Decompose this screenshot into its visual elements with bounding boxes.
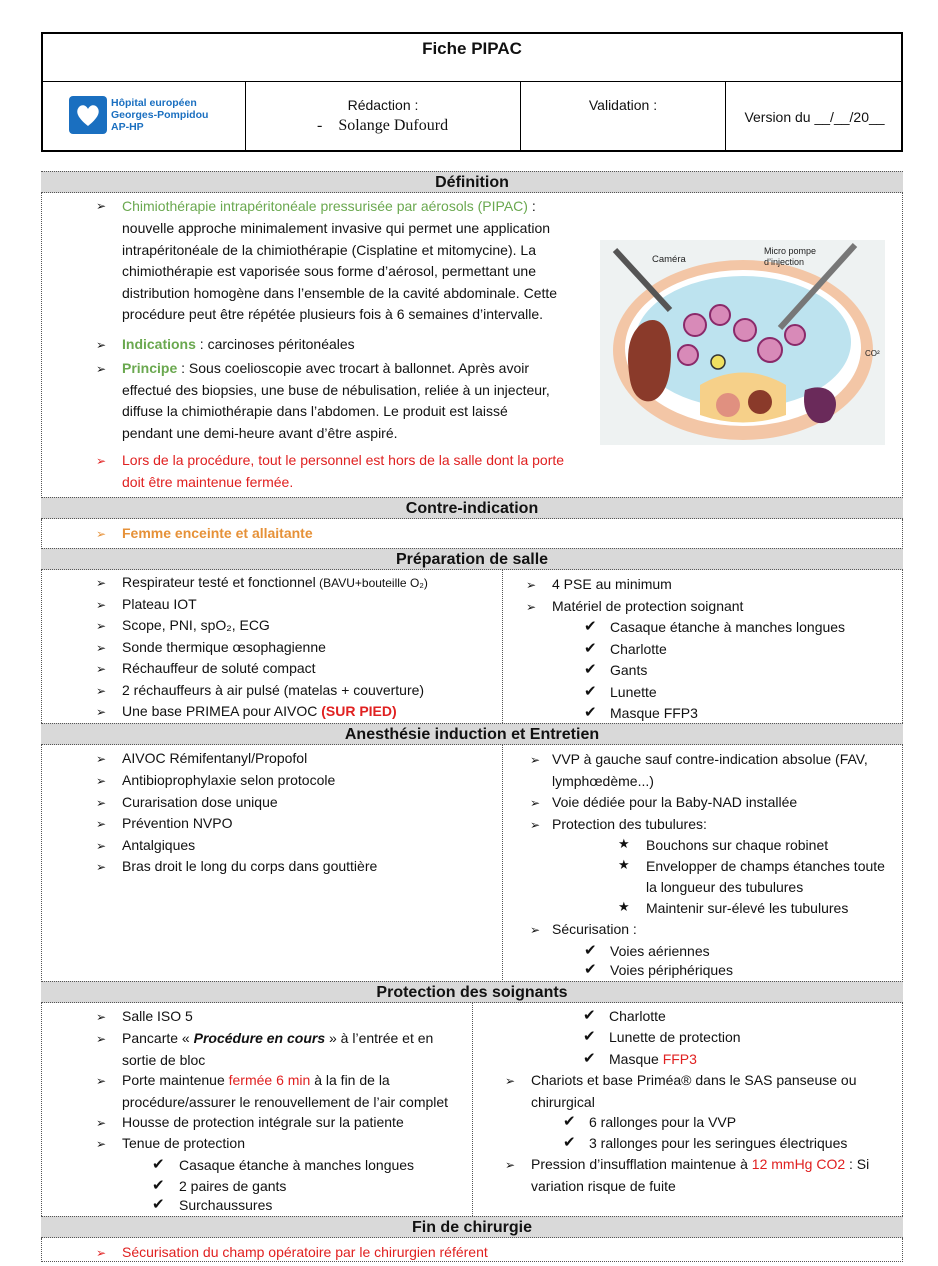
section-prep-title: Préparation de salle: [41, 548, 903, 570]
page-title: Fiche PIPAC: [43, 34, 901, 82]
validation-cell: [521, 81, 726, 152]
figure-label-camera: Caméra: [652, 254, 686, 265]
figure-label-pump-2: d’injection: [764, 257, 805, 267]
contre-item: Femme enceinte et allaitante: [122, 525, 313, 541]
def-line-1: nouvelle approche minimalement invasive qui permet une application: [122, 220, 551, 236]
warning-item: Lors de la procédure, tout le personnel est hors de la salle dont la porte doit être maintenue fermée.: [122, 452, 565, 490]
indications-item: Indications : carcinoses péritonéales: [122, 336, 355, 352]
section-contre-title: Contre-indication: [41, 497, 903, 519]
logo-line-1: Hôpital européen: [111, 97, 197, 109]
section-anes-title: Anesthésie induction et Entretien: [41, 723, 903, 745]
def-line-2: intrapéritonéale de la chimiothérapie (Cisplatine et mitomycine). La: [122, 241, 536, 258]
logo-line-2: Georges-Pompidou: [111, 109, 209, 121]
header-table: [41, 32, 903, 152]
section-prot-title: Protection des soignants: [41, 981, 903, 1003]
hospital-logo: [43, 81, 246, 152]
figure-label-pump-1: Micro pompe: [764, 246, 817, 256]
fin-item: Sécurisation du champ opératoire par le chirurgien référent: [122, 1244, 488, 1260]
def-line-5: procédure peut être répétée plusieurs fois à 6 semaines d’intervalle.: [122, 306, 544, 322]
principe-item: Principe : Sous coelioscopie avec trocart à ballonnet. Après avoir effectué des biopsies, une buse de nébulisation, reliée à un injecteur, diffuse la chimiothérapie dans l’abdomen. Le produit est laissé pendant une demi-heure avant d’être aspiré.: [122, 360, 550, 441]
validation-label: Validation :: [588, 97, 658, 113]
version-cell: [726, 81, 903, 152]
def-line-4: distribution homogène dans l’ensemble de la cavité abdominale. Cette: [122, 284, 558, 301]
redaction-label: Rédaction :: [347, 97, 419, 113]
abdomen-cross-section-figure: [600, 240, 885, 445]
figure-label-co2: CO²: [865, 349, 880, 358]
logo-line-3: AP-HP: [111, 121, 144, 133]
hospital-logo-icon: [69, 96, 107, 134]
redaction-cell: Rédaction : - Solange Dufourd: [246, 81, 521, 152]
pipac-term: Chimiothérapie intrapéritonéale pressurisée par aérosols (PIPAC): [122, 198, 528, 214]
redaction-name: Solange Dufourd: [338, 117, 449, 134]
section-fin-title: Fin de chirurgie: [41, 1216, 903, 1238]
def-line-3: chimiothérapie est vaporisée sous forme d’aérosol, permettant une: [122, 263, 536, 279]
section-definition-title: Définition: [41, 171, 903, 193]
version-text: Version du __/__/20__: [744, 109, 885, 125]
